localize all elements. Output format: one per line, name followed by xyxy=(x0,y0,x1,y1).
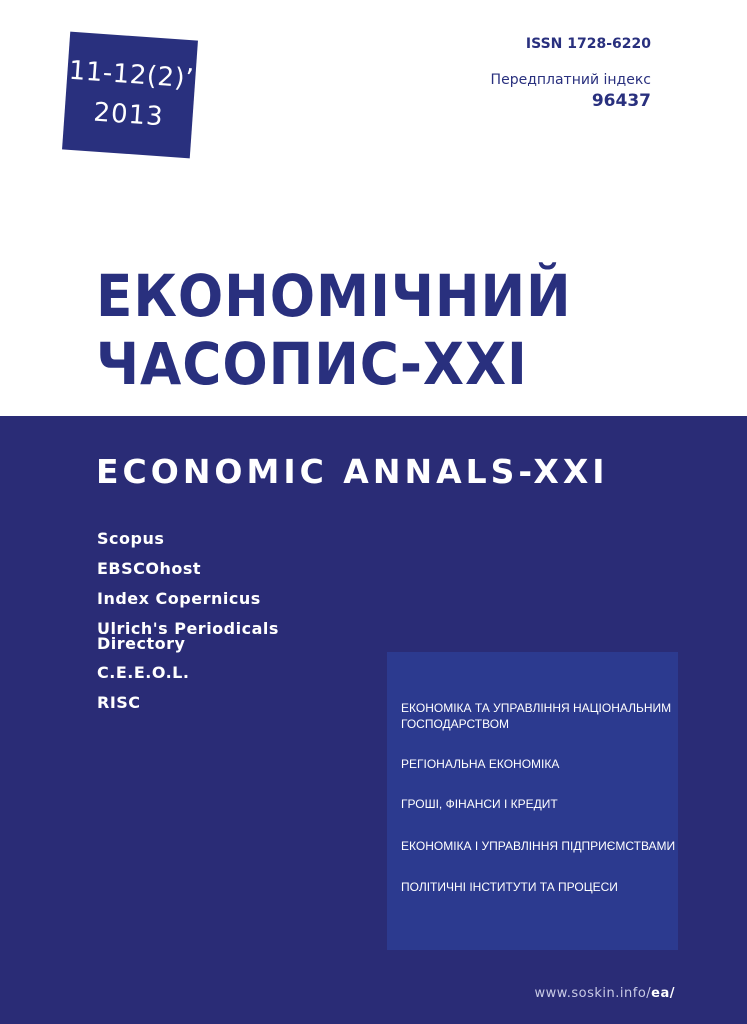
website-link[interactable] xyxy=(535,986,675,1001)
subscription-label: Передплатний індекс xyxy=(490,72,651,88)
website-prefix: www.soskin.info/ xyxy=(534,986,652,1001)
rubric-item: ПОЛІТИЧНІ ІНСТИТУТИ ТА ПРОЦЕСИ xyxy=(401,880,618,894)
rubric-item: РЕГІОНАЛЬНА ЕКОНОМІКА xyxy=(401,757,560,771)
index-item: RISC xyxy=(97,693,141,712)
rubric-item: ГРОШІ, ФІНАНСИ І КРЕДИТ xyxy=(401,797,558,811)
issue-year: 2013 xyxy=(92,97,165,133)
index-item: C.E.E.O.L. xyxy=(97,663,190,682)
issue-badge xyxy=(62,32,198,159)
index-item: Ulrich's Periodicals Directory xyxy=(97,619,279,653)
title-ua-line1: ЕКОНОМІЧНИЙ xyxy=(96,262,572,330)
title-ua-line2: ЧАСОПИС-XXI xyxy=(96,330,528,398)
issn-label: ISSN 1728-6220 xyxy=(525,36,651,52)
rubric-item: ЕКОНОМІКА ТА УПРАВЛІННЯ НАЦІОНАЛЬНИМ ГОСПОДАРСТВОМ xyxy=(401,701,672,731)
index-item: Scopus xyxy=(97,529,165,548)
website-suffix: ea/ xyxy=(651,986,675,1001)
index-item: Index Copernicus xyxy=(97,589,261,608)
index-item: EBSCOhost xyxy=(97,559,202,578)
issue-number: 11-12(2)’ xyxy=(67,55,195,95)
rubric-item: ЕКОНОМІКА І УПРАВЛІННЯ ПІДПРИЄМСТВАМИ xyxy=(401,839,676,853)
indexing-list xyxy=(97,531,297,725)
journal-title-english: ECONOMIC ANNALS-XXI xyxy=(96,452,609,491)
subscription-index: 96437 xyxy=(591,91,651,111)
journal-title-ukrainian xyxy=(96,262,648,398)
rubrics-panel xyxy=(387,652,678,950)
